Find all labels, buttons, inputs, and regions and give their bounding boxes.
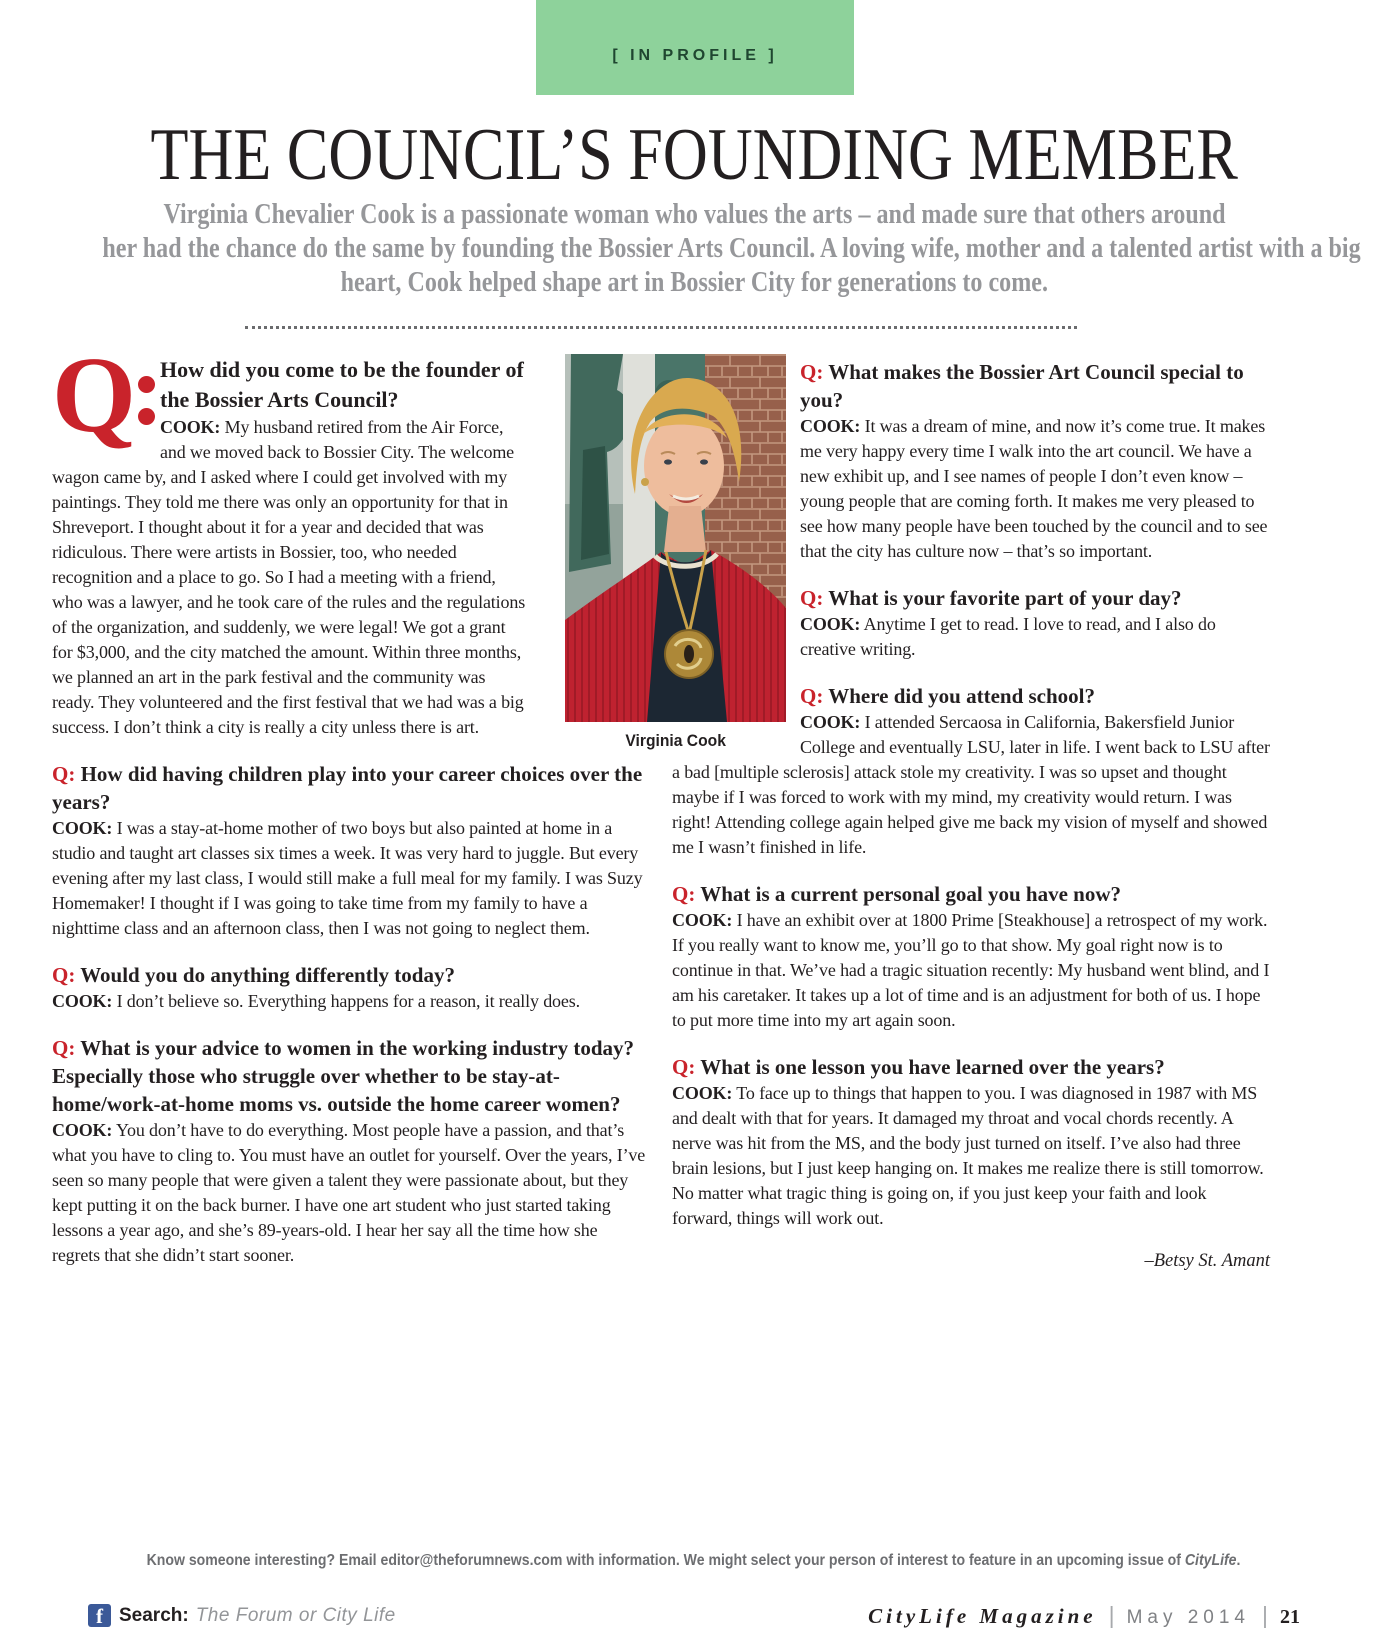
magazine-brand-group (868, 1602, 1300, 1629)
question-text: Q: What makes the Bossier Art Council special to you? (800, 360, 1244, 412)
question-text: Q: Would you do anything differently today? (52, 963, 455, 987)
cook-label: COOK: (52, 991, 113, 1011)
question-text: How did you come to be the founder of the Bossier Arts Council? (160, 357, 524, 412)
cook-label: COOK: (52, 1120, 113, 1140)
deck-line-1: Virginia Chevalier Cook is a passionate woman who values the arts – and made sure that others around (162, 199, 1226, 230)
qa-item-advice (52, 1034, 648, 1268)
cook-label: COOK: (672, 910, 733, 930)
page-footer-bar (88, 1598, 1300, 1638)
q-label: Q: (672, 882, 696, 906)
q-dropcap (52, 336, 160, 455)
cook-label: COOK: (672, 1083, 733, 1103)
contact-note: Know someone interesting? Email editor@theforumnews.com with information. We might select your person of interest to feature in an upcoming issue of CityLife. (147, 1552, 1241, 1569)
q-label: Q: (800, 360, 824, 384)
q-dropcap-letter: Q (52, 336, 137, 455)
question-text: Q: How did having children play into your career choices over the years? (52, 762, 643, 814)
answer-text: COOK: I attended Sercaosa in California, Bakersfield Junior College and eventually LSU, later in life. I went back to LSU after a bad [multiple sclerosis] attack stole my creativity. I was so upset and thought maybe if I was forced to work with my mind, my creativity would return. I was right! Attending college again helped give me back my vision of myself and showed me I wasn’t finished in life. (672, 712, 1270, 857)
qa-item-children (52, 760, 648, 941)
page-title-text: THE COUNCIL’S FOUNDING MEMBER (150, 114, 1238, 196)
cook-label: COOK: (800, 712, 861, 732)
q-label: Q: (52, 762, 76, 786)
search-label: Search: (119, 1604, 189, 1626)
article-deck (0, 198, 1388, 300)
q-label: Q: (800, 586, 824, 610)
facebook-icon: f (88, 1604, 111, 1627)
citylife-brand-italic: CityLife (1185, 1552, 1238, 1569)
question-text: Q: What is a current personal goal you have now? (672, 882, 1122, 906)
answer-text: COOK: Anytime I get to read. I love to read, and I also do creative writing. (800, 614, 1216, 659)
answer-text: COOK: You don’t have to do everything. Most people have a passion, and that’s what you have to cling to. You must have an outlet for yourself. Over the years, I’ve seen so many people that were given a talent they were passionate about, but they kept putting it on the back burner. I have one art student who just started taking lessons a year ago, and she’s 89-years-old. I hear her say all the time how she regrets that she didn’t start sooner. (52, 1120, 646, 1265)
cook-label: COOK: (52, 818, 113, 838)
photo-caption: Virginia Cook (625, 731, 726, 750)
deck-line-2: her had the chance do the same by founding the Bossier Arts Council. A loving wife, mother and a talented artist with a big (102, 233, 1361, 264)
magazine-title: CityLife Magazine (868, 1604, 1097, 1628)
question-text: Q: What is your favorite part of your day? (800, 586, 1182, 610)
question-text: Q: What is your advice to women in the working industry today? Especially those who struggle over whether to be stay-at-home/work-at-home moms vs. outside the home career women? (52, 1036, 635, 1116)
page-title (0, 116, 1388, 194)
answer-text: COOK: I was a stay-at-home mother of two boys but also painted at home in a studio and taught art classes six times a week. It was very hard to juggle. But every evening after my last class, I would still make a full meal for my family. I was Suzy Homemaker! I thought if I was going to take time from my family to have a nighttime class and an afternoon class, then I was not going to neglect them. (52, 818, 643, 938)
photo-flow-spacer (672, 358, 800, 758)
answer-text: COOK: It was a dream of mine, and now it’s come true. It makes me very happy every time I walk into the art council. We have a new exhibit up, and I see names of people I don’t even know – young people that are coming forth. It makes me very pleased to see how many people have been touched by the council and to see that the city has culture now – that’s so important. (800, 416, 1268, 561)
answer-text: COOK: To face up to things that happen to you. I was diagnosed in 1987 with MS and dealt with that for years. It damaged my throat and vocal chords recently. A nerve was hit from the MS, and the body just turned on itself. I’ve also had three brain lesions, but I just keep hanging on. It makes me realize there is still tomorrow. No matter what tragic thing is going on, if you just keep your faith and look forward, things will work out. (672, 1083, 1264, 1228)
contact-note-text: Know someone interesting? Email editor@theforumnews.com with information. We might select your person of interest to feature in an upcoming issue of (147, 1552, 1186, 1569)
in-profile-badge (536, 0, 854, 95)
facebook-search-group (88, 1604, 396, 1627)
cook-label: COOK: (800, 416, 861, 436)
badge-label: [ IN PROFILE ] (612, 46, 778, 64)
right-column (672, 358, 1270, 1272)
dotted-divider (245, 326, 1077, 329)
q-label: Q: (672, 1055, 696, 1079)
page-number: 21 (1280, 1606, 1300, 1628)
deck-line-3: heart, Cook helped shape art in Bossier City for generations to come. (340, 267, 1048, 298)
question-text: Q: Where did you attend school? (800, 684, 1096, 708)
question-text: Q: What is one lesson you have learned over the years? (672, 1055, 1165, 1079)
issue-date: May 2014 (1126, 1607, 1251, 1628)
qa-item-goal (672, 880, 1270, 1033)
q-dropcap-colon (138, 376, 155, 440)
q-label: Q: (800, 684, 824, 708)
search-value: The Forum or City Life (195, 1604, 396, 1626)
qa-item-differently (52, 961, 648, 1014)
q-label: Q: (52, 1036, 76, 1060)
separator-bar: | (1108, 1602, 1115, 1628)
answer-text: COOK: I have an exhibit over at 1800 Prime [Steakhouse] a retrospect of my work. If you really want to know me, you’ll go to that show. My goal right now is to continue in that. We’ve had a tragic situation recently: My husband went blind, and I am his caretaker. It takes up a lot of time and is an adjustment for both of us. I hope to put more time into my art again soon. (672, 910, 1270, 1030)
left-column (52, 336, 648, 1288)
author-byline: –Betsy St. Amant (1144, 1251, 1270, 1271)
cook-label: COOK: (160, 417, 221, 437)
q-label: Q: (52, 963, 76, 987)
separator-bar: | (1262, 1602, 1268, 1628)
answer-text: COOK: I don’t believe so. Everything happens for a reason, it really does. (52, 991, 580, 1011)
qa-item-lesson (672, 1053, 1270, 1231)
answer-text: COOK: My husband retired from the Air Force, and we moved back to Bossier City. The welcome wagon came by, and I asked where I could get involved with my paintings. They told me there was only an opportunity for that in Shreveport. I thought about it for a year and decided that was ridiculous. There were artists in Bossier, too, who needed recognition and a place to go. So I had a meeting with a friend, who was a lawyer, and he took care of the rules and the regulations of the organization, and suddenly, we were legal! We got a grant for $3,000, and the city matched the amount. Within three months, we planned an art in the park festival and the community was ready. They volunteered and the first festival that we had was a big success. I don’t think a city is really a city unless there is art. (52, 417, 526, 737)
cook-label: COOK: (800, 614, 861, 634)
